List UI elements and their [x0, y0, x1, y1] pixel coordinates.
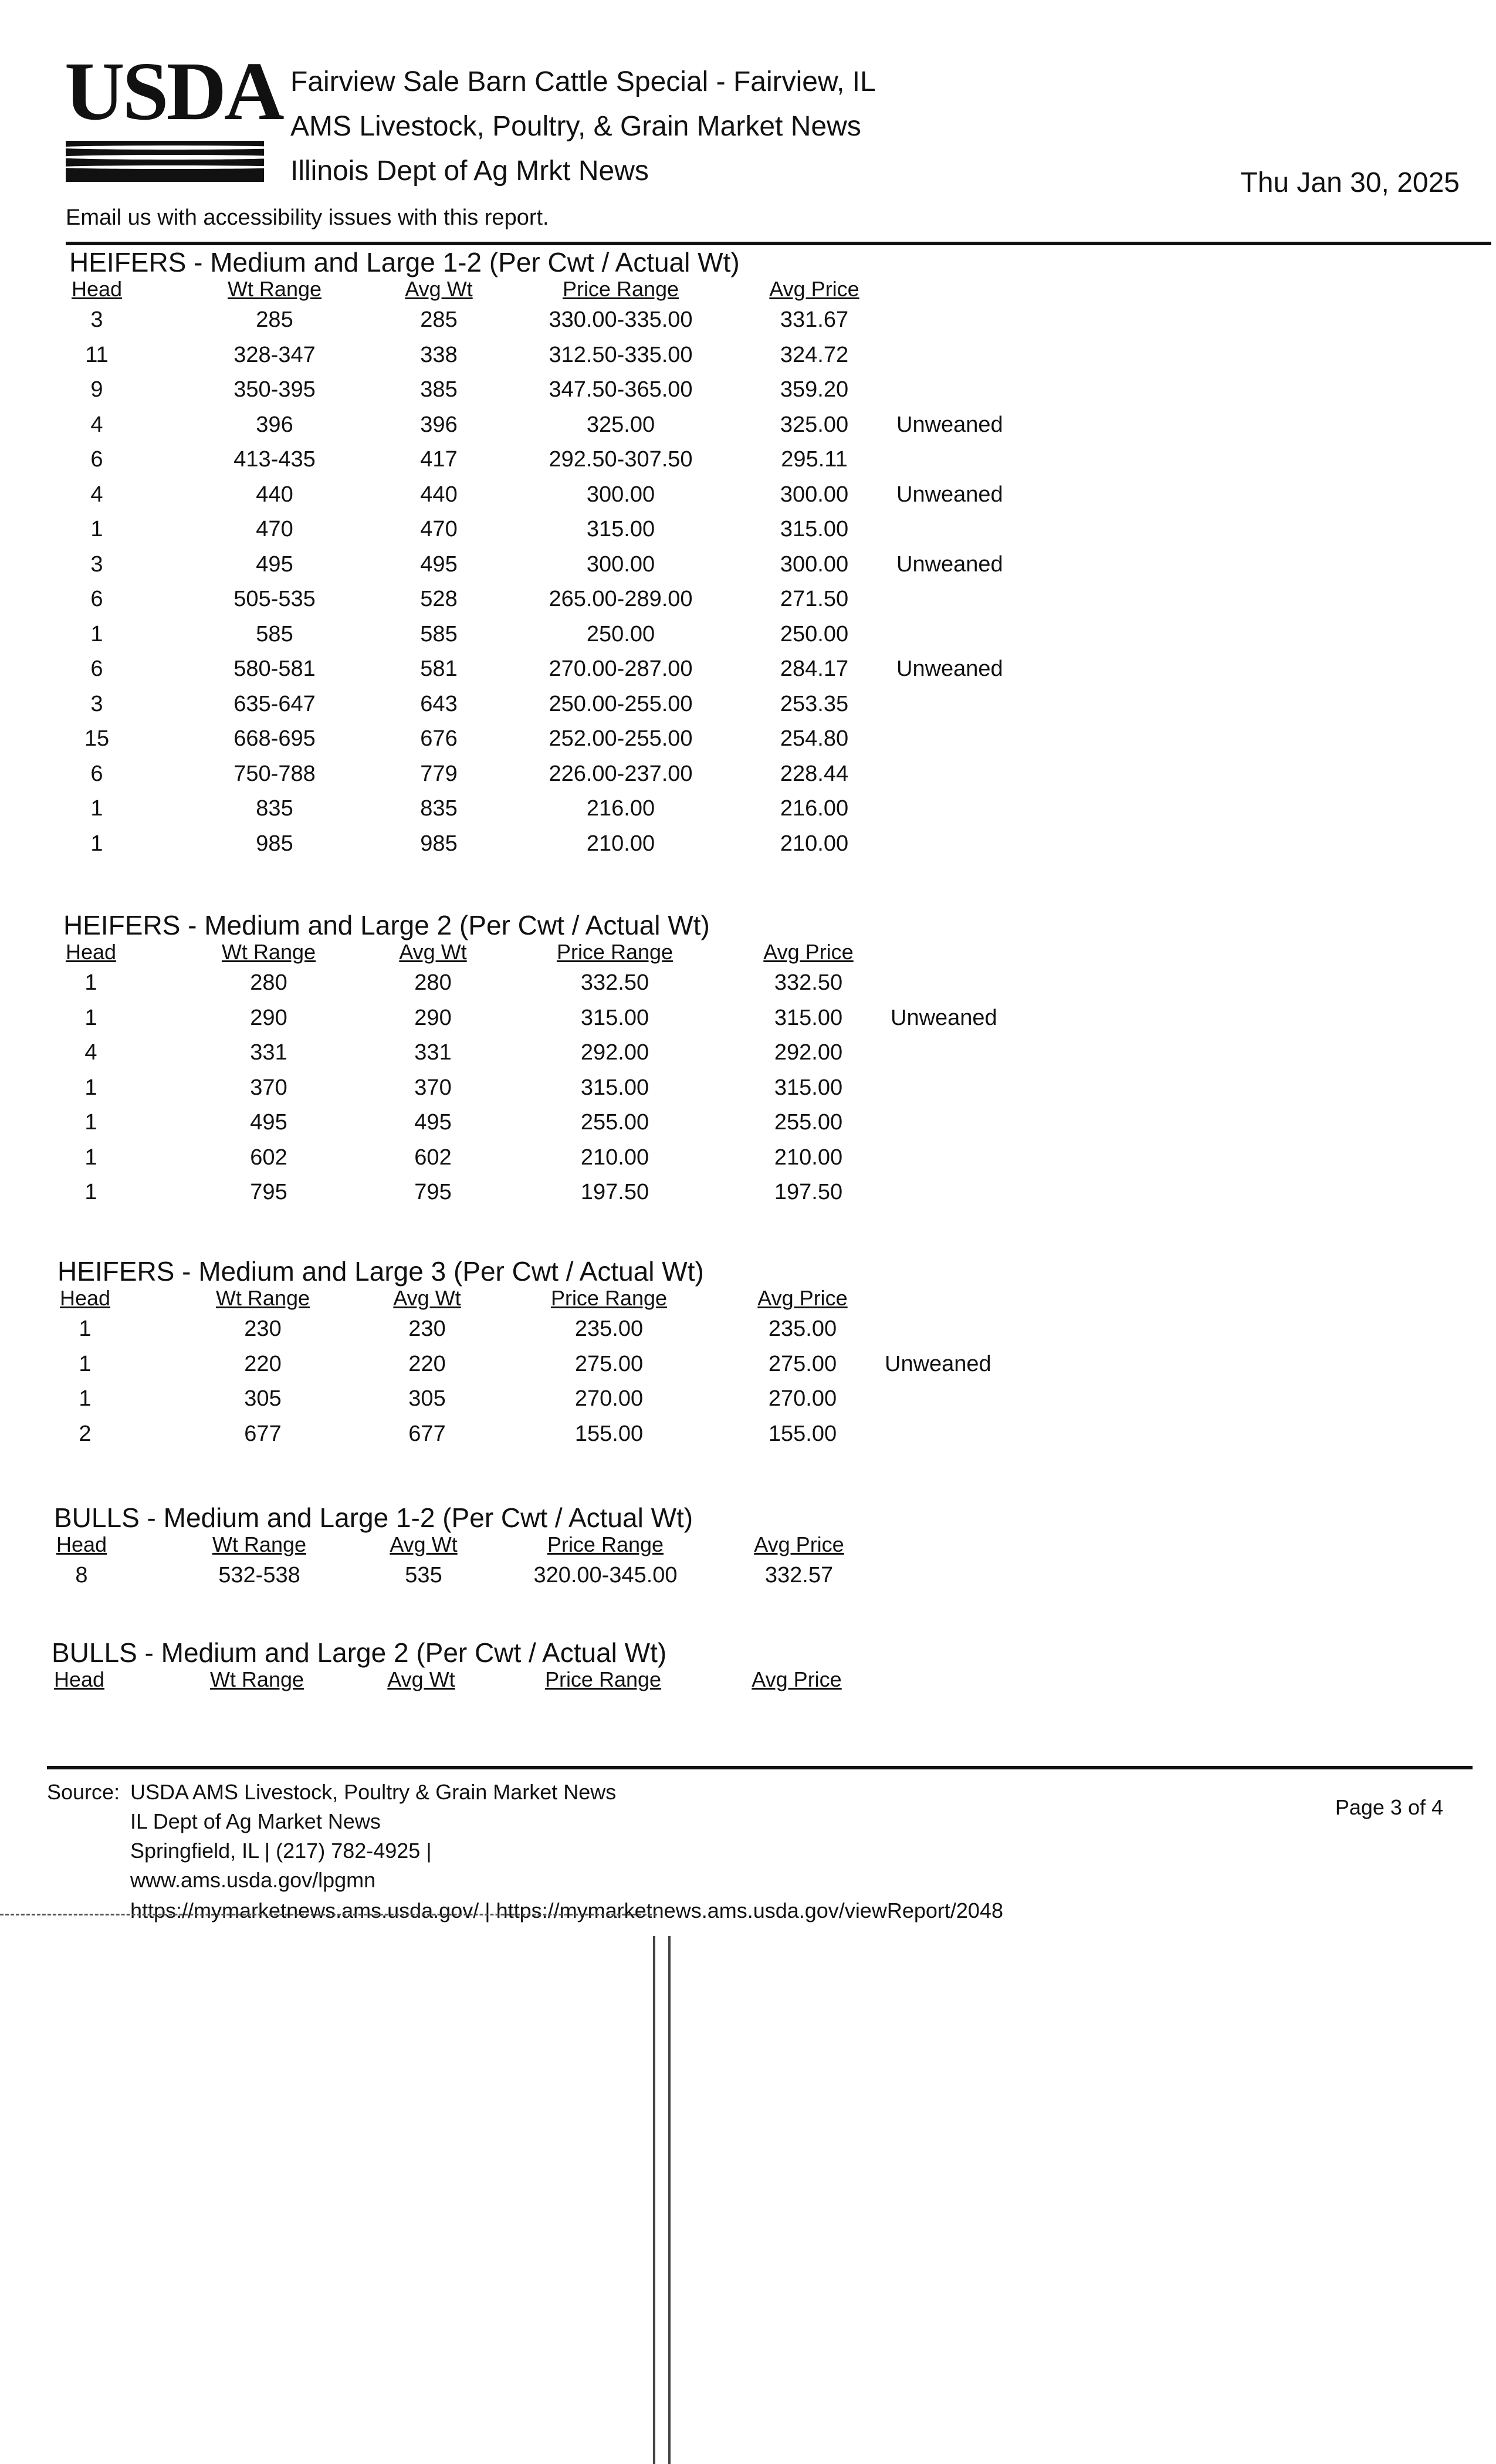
table-cell-avg-price: 315.00	[780, 517, 849, 541]
table-cell-price-range: 252.00-255.00	[549, 726, 693, 751]
table-cell-wt-range: 305	[244, 1386, 282, 1411]
column-header-price-range: Price Range	[556, 940, 673, 964]
table-cell-price-range: 292.50-307.50	[549, 447, 693, 472]
table-cell-avg-price: 255.00	[774, 1110, 843, 1135]
table-cell-price-range: 270.00	[574, 1386, 644, 1411]
column-header-head: Head	[53, 1667, 105, 1691]
table-cell-avg-price: 292.00	[774, 1040, 843, 1065]
table-cell-wt-range: 495	[250, 1110, 287, 1135]
column-header-avg-wt: Avg Wt	[393, 1286, 461, 1310]
column-header-head: Head	[59, 1286, 111, 1310]
table-cell-wt-range: 290	[250, 1005, 287, 1030]
table-cell-avg-wt: 396	[420, 412, 458, 437]
section-title: BULLS - Medium and Large 2 (Per Cwt / Actual Wt)	[52, 1637, 667, 1668]
table-cell-avg-price: 324.72	[780, 342, 849, 367]
table-cell-avg-price: 155.00	[768, 1421, 837, 1446]
footer-rule	[47, 1766, 1473, 1769]
table-cell-avg-price: 331.67	[780, 307, 849, 332]
table-cell-avg-wt: 677	[408, 1421, 446, 1446]
table-cell-head: 1	[79, 1351, 92, 1376]
table-cell-avg-wt: 285	[420, 307, 458, 332]
column-header-wt-range: Wt Range	[209, 1667, 304, 1691]
table-cell-avg-wt: 220	[408, 1351, 446, 1376]
column-header-price-range: Price Range	[544, 1667, 662, 1691]
table-cell-note: Unweaned	[891, 1005, 997, 1030]
table-cell-avg-wt: 985	[420, 831, 458, 856]
section-title: HEIFERS - Medium and Large 1-2 (Per Cwt / Actual Wt)	[69, 247, 740, 277]
table-cell-head: 6	[90, 761, 103, 786]
column-header-price-range: Price Range	[547, 1532, 664, 1556]
table-cell-price-range: 300.00	[586, 482, 655, 507]
table-cell-avg-wt: 230	[408, 1316, 446, 1341]
table-cell-note: Unweaned	[896, 656, 1003, 681]
table-cell-price-range: 315.00	[580, 1075, 649, 1100]
table-cell-avg-price: 216.00	[780, 796, 849, 821]
table-cell-wt-range: 413-435	[233, 447, 316, 472]
table-cell-avg-wt: 290	[414, 1005, 452, 1030]
table-cell-avg-price: 275.00	[768, 1351, 837, 1376]
table-cell-wt-range: 331	[250, 1040, 287, 1065]
page-number: Page 3 of 4	[1335, 1795, 1443, 1819]
table-cell-avg-price: 300.00	[780, 551, 849, 577]
table-cell-avg-price: 271.50	[780, 587, 849, 611]
table-cell-avg-price: 300.00	[780, 482, 849, 507]
section-title: HEIFERS - Medium and Large 3 (Per Cwt / Actual Wt)	[57, 1256, 704, 1287]
table-cell-price-range: 197.50	[580, 1180, 649, 1204]
column-header-wt-range: Wt Range	[212, 1532, 307, 1556]
table-cell-price-range: 320.00-345.00	[533, 1563, 678, 1588]
table-cell-avg-price: 250.00	[780, 621, 849, 647]
table-cell-head: 1	[84, 1005, 97, 1030]
table-cell-avg-price: 359.20	[780, 377, 849, 402]
column-header-avg-price: Avg Price	[754, 1532, 844, 1556]
column-header-avg-wt: Avg Wt	[390, 1532, 458, 1556]
table-cell-avg-price: 270.00	[768, 1386, 837, 1411]
table-cell-wt-range: 495	[256, 551, 293, 577]
table-cell-note: Unweaned	[896, 412, 1003, 437]
table-cell-head: 6	[90, 587, 103, 611]
header-rule	[66, 242, 1491, 245]
table-cell-head: 1	[90, 621, 103, 647]
table-cell-wt-range: 230	[244, 1316, 282, 1341]
column-header-wt-range: Wt Range	[215, 1286, 310, 1310]
table-cell-price-range: 312.50-335.00	[549, 342, 693, 367]
table-cell-price-range: 347.50-365.00	[549, 377, 693, 402]
table-cell-head: 1	[84, 1110, 97, 1135]
table-cell-note: Unweaned	[885, 1351, 991, 1376]
table-cell-wt-range: 370	[250, 1075, 287, 1100]
table-cell-head: 1	[79, 1386, 92, 1411]
table-cell-avg-price: 332.57	[764, 1563, 834, 1588]
table-cell-avg-wt: 440	[420, 482, 458, 507]
table-cell-wt-range: 505-535	[233, 587, 316, 611]
table-cell-avg-price: 254.80	[780, 726, 849, 751]
source-line-3: Springfield, IL | (217) 782-4925 |	[130, 1839, 432, 1863]
table-cell-avg-wt: 676	[420, 726, 458, 751]
table-cell-avg-wt: 370	[414, 1075, 452, 1100]
table-cell-avg-price: 210.00	[780, 831, 849, 856]
table-cell-wt-range: 750-788	[233, 761, 316, 786]
table-cell-price-range: 255.00	[580, 1110, 649, 1135]
usda-logo-text: USDA	[65, 45, 282, 137]
table-cell-avg-wt: 470	[420, 517, 458, 541]
column-header-wt-range: Wt Range	[221, 940, 316, 964]
table-cell-avg-price: 295.11	[781, 447, 848, 472]
column-header-head: Head	[56, 1532, 107, 1556]
column-header-wt-range: Wt Range	[227, 277, 322, 301]
table-cell-head: 11	[85, 342, 109, 367]
table-cell-head: 4	[90, 482, 103, 507]
table-cell-avg-wt: 643	[420, 691, 458, 716]
column-header-avg-price: Avg Price	[757, 1286, 848, 1310]
table-cell-wt-range: 985	[256, 831, 293, 856]
table-cell-avg-wt: 495	[420, 551, 458, 577]
report-date: Thu Jan 30, 2025	[1240, 167, 1460, 198]
table-cell-avg-price: 325.00	[780, 412, 849, 437]
column-header-avg-wt: Avg Wt	[405, 277, 473, 301]
table-cell-price-range: 210.00	[586, 831, 655, 856]
table-cell-head: 6	[90, 447, 103, 472]
table-cell-avg-wt: 779	[420, 761, 458, 786]
column-header-avg-wt: Avg Wt	[399, 940, 467, 964]
table-cell-wt-range: 585	[256, 621, 293, 647]
column-header-avg-price: Avg Price	[769, 277, 859, 301]
table-cell-avg-wt: 585	[420, 621, 458, 647]
table-cell-head: 1	[90, 517, 103, 541]
source-label: Source:	[47, 1780, 120, 1804]
source-line-1: USDA AMS Livestock, Poultry & Grain Market News	[130, 1780, 617, 1804]
report-agency: AMS Livestock, Poultry, & Grain Market News	[290, 111, 861, 142]
table-cell-avg-wt: 280	[414, 970, 452, 995]
table-cell-head: 1	[84, 1075, 97, 1100]
table-cell-avg-wt: 495	[414, 1110, 452, 1135]
table-cell-wt-range: 795	[250, 1180, 287, 1204]
source-line-2: IL Dept of Ag Market News	[130, 1809, 381, 1833]
table-cell-price-range: 330.00-335.00	[549, 307, 693, 332]
table-cell-note: Unweaned	[896, 482, 1003, 507]
table-cell-wt-range: 580-581	[233, 656, 316, 681]
table-cell-price-range: 210.00	[580, 1145, 649, 1170]
table-cell-wt-range: 350-395	[233, 377, 316, 402]
table-cell-price-range: 265.00-289.00	[549, 587, 693, 611]
table-cell-head: 4	[90, 412, 103, 437]
table-cell-avg-wt: 385	[420, 377, 458, 402]
table-cell-price-range: 300.00	[586, 551, 655, 577]
table-cell-avg-wt: 795	[414, 1180, 452, 1204]
source-links: https://mymarketnews.ams.usda.gov/ | https://mymarketnews.ams.usda.gov/viewReport/2048	[130, 1898, 1003, 1923]
table-cell-wt-range: 470	[256, 517, 293, 541]
table-cell-avg-wt: 305	[408, 1386, 446, 1411]
table-cell-price-range: 275.00	[574, 1351, 644, 1376]
table-cell-avg-price: 284.17	[780, 656, 849, 681]
source-website: www.ams.usda.gov/lpgmn	[130, 1868, 376, 1892]
table-cell-price-range: 250.00-255.00	[549, 691, 693, 716]
table-cell-price-range: 315.00	[586, 517, 655, 541]
section-title: BULLS - Medium and Large 1-2 (Per Cwt / Actual Wt)	[54, 1502, 693, 1533]
table-cell-wt-range: 280	[250, 970, 287, 995]
table-cell-price-range: 235.00	[574, 1316, 644, 1341]
table-cell-avg-price: 315.00	[774, 1075, 843, 1100]
table-cell-head: 3	[90, 551, 103, 577]
table-cell-wt-range: 285	[256, 307, 293, 332]
table-cell-wt-range: 220	[244, 1351, 282, 1376]
table-cell-price-range: 315.00	[580, 1005, 649, 1030]
table-cell-head: 1	[84, 1145, 97, 1170]
table-cell-avg-wt: 602	[414, 1145, 452, 1170]
table-cell-price-range: 332.50	[580, 970, 649, 995]
table-cell-wt-range: 396	[256, 412, 293, 437]
report-office: Illinois Dept of Ag Mrkt News	[290, 155, 649, 187]
table-cell-avg-price: 253.35	[780, 691, 849, 716]
column-header-price-range: Price Range	[562, 277, 679, 301]
table-cell-wt-range: 635-647	[233, 691, 316, 716]
table-cell-avg-wt: 528	[420, 587, 458, 611]
table-cell-head: 3	[90, 307, 103, 332]
usda-logo-field-icon	[66, 141, 264, 182]
scan-edge-line	[653, 1936, 671, 2464]
table-cell-avg-wt: 417	[420, 447, 458, 472]
table-cell-wt-range: 532-538	[218, 1563, 300, 1588]
table-cell-head: 1	[90, 796, 103, 821]
table-cell-wt-range: 668-695	[233, 726, 316, 751]
table-cell-avg-wt: 338	[420, 342, 458, 367]
table-cell-avg-price: 210.00	[774, 1145, 843, 1170]
column-header-avg-price: Avg Price	[752, 1667, 842, 1691]
table-cell-wt-range: 602	[250, 1145, 287, 1170]
table-cell-head: 1	[79, 1316, 92, 1341]
column-header-price-range: Price Range	[550, 1286, 668, 1310]
table-cell-price-range: 325.00	[586, 412, 655, 437]
report-title: Fairview Sale Barn Cattle Special - Fairview, IL	[290, 66, 876, 97]
table-cell-avg-price: 235.00	[768, 1316, 837, 1341]
table-cell-head: 15	[84, 726, 110, 751]
table-cell-avg-wt: 835	[420, 796, 458, 821]
table-cell-head: 1	[90, 831, 103, 856]
usda-logo	[65, 45, 282, 182]
table-cell-wt-range: 677	[244, 1421, 282, 1446]
table-cell-head: 2	[79, 1421, 92, 1446]
table-cell-head: 1	[84, 970, 97, 995]
table-cell-price-range: 270.00-287.00	[549, 656, 693, 681]
table-cell-avg-price: 228.44	[780, 761, 849, 786]
table-cell-price-range: 216.00	[586, 796, 655, 821]
column-header-head: Head	[65, 940, 117, 964]
table-cell-price-range: 226.00-237.00	[549, 761, 693, 786]
table-cell-avg-wt: 581	[420, 656, 458, 681]
table-cell-note: Unweaned	[896, 551, 1003, 577]
table-cell-avg-wt: 331	[414, 1040, 452, 1065]
table-cell-head: 8	[75, 1563, 88, 1588]
table-cell-wt-range: 835	[256, 796, 293, 821]
column-header-avg-wt: Avg Wt	[387, 1667, 455, 1691]
table-cell-head: 4	[84, 1040, 97, 1065]
table-cell-avg-price: 315.00	[774, 1005, 843, 1030]
table-cell-price-range: 250.00	[586, 621, 655, 647]
scan-fold-line	[0, 1914, 657, 1915]
table-cell-head: 6	[90, 656, 103, 681]
accessibility-note: Email us with accessibility issues with this report.	[66, 205, 549, 230]
column-header-avg-price: Avg Price	[763, 940, 854, 964]
table-cell-price-range: 292.00	[580, 1040, 649, 1065]
table-cell-head: 3	[90, 691, 103, 716]
table-cell-avg-wt: 535	[405, 1563, 442, 1588]
table-cell-price-range: 155.00	[574, 1421, 644, 1446]
section-title: HEIFERS - Medium and Large 2 (Per Cwt / Actual Wt)	[63, 910, 710, 940]
table-cell-avg-price: 197.50	[774, 1180, 843, 1204]
table-cell-wt-range: 440	[256, 482, 293, 507]
table-cell-wt-range: 328-347	[233, 342, 316, 367]
table-cell-avg-price: 332.50	[774, 970, 843, 995]
table-cell-head: 1	[84, 1180, 97, 1204]
column-header-head: Head	[71, 277, 123, 301]
table-cell-head: 9	[90, 377, 103, 402]
